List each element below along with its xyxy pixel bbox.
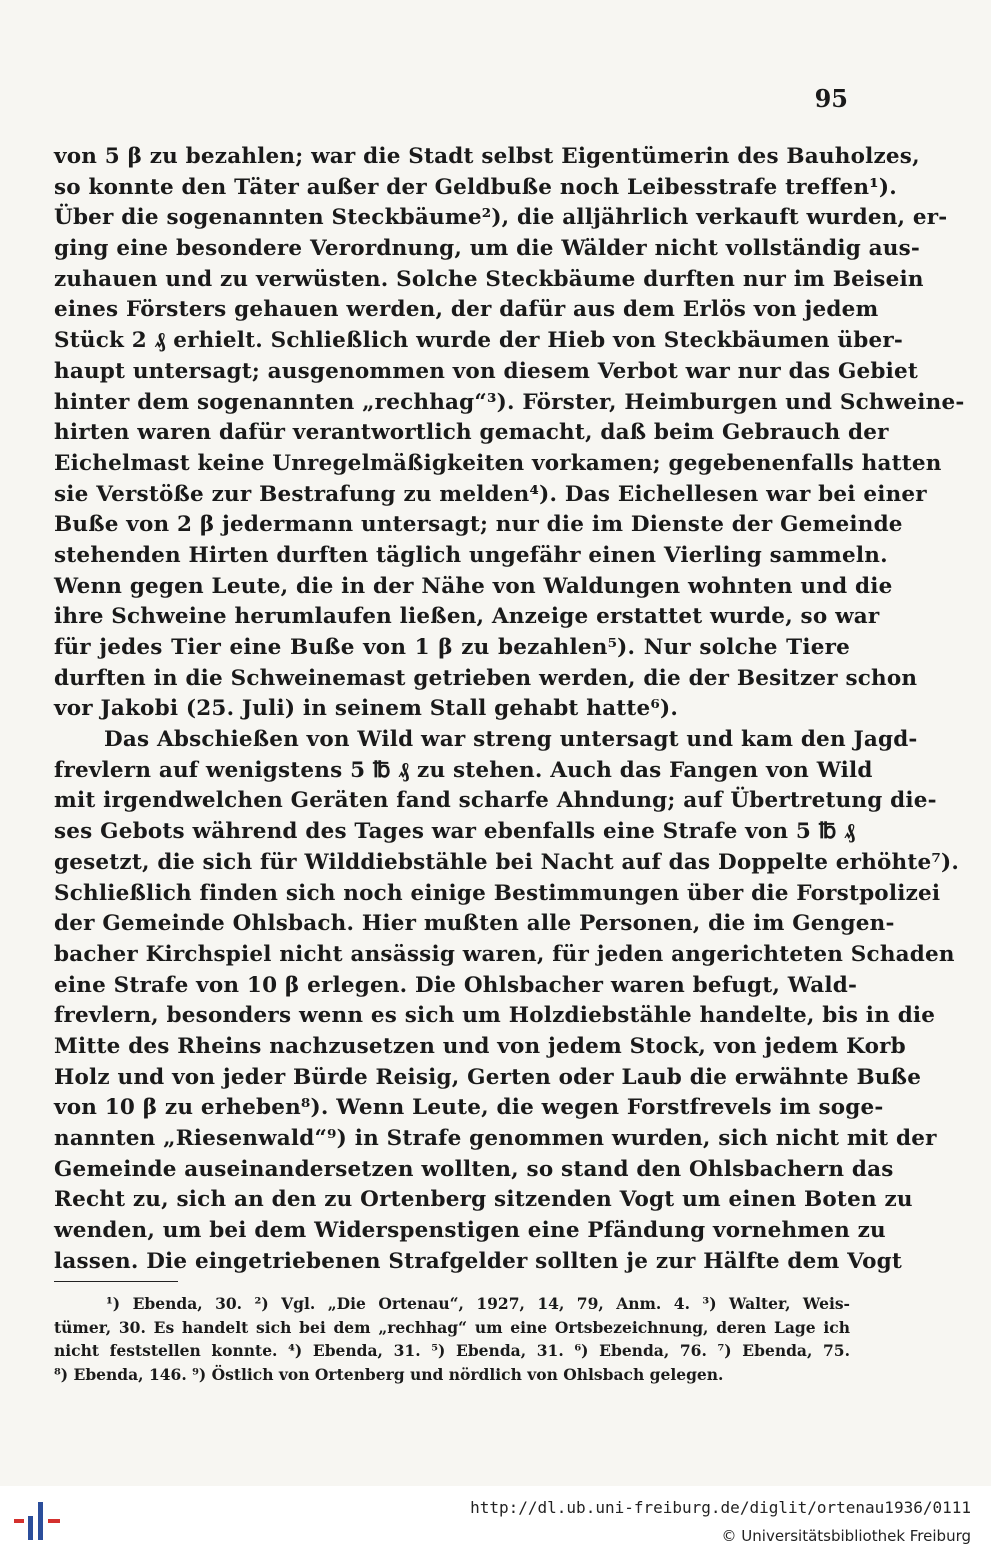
text-line: durften in die Schweinemast getrieben werden, die der Besitzer schon xyxy=(54,665,918,691)
footnote-divider xyxy=(54,1281,178,1282)
footnote-line: ¹) Ebenda, 30. ²) Vgl. „Die Ortenau“, 1927, 14, 79, Anm. 4. ³) Walter, Weis- xyxy=(106,1294,850,1313)
text-line: von 5 β zu bezahlen; war die Stadt selbst Eigentümerin des Bauholzes, xyxy=(54,144,920,169)
ub-freiburg-logo-icon xyxy=(14,1498,62,1544)
permalink-url[interactable]: http://dl.ub.uni-freiburg.de/diglit/ortenau1936/0111 xyxy=(470,1498,971,1517)
logo-red-right xyxy=(48,1519,60,1523)
text-line: Holz und von jeder Bürde Reisig, Gerten oder Laub die erwähnte Buße xyxy=(54,1064,922,1090)
text-line: Über die sogenannten Steckbäume²), die alljährlich verkauft wurden, er- xyxy=(54,205,948,231)
text-line: so konnte den Täter außer der Geldbuße noch Leibesstrafe treffen¹). xyxy=(54,174,897,200)
text-line: hinter dem sogenannten „rechhag“³). Förster, Heimburgen und Schweine- xyxy=(54,389,965,415)
text-line: Buße von 2 β jedermann untersagt; nur die im Dienste der Gemeinde xyxy=(54,512,903,538)
text-line: frevlern auf wenigstens 5 ℔ ₰ zu stehen. Auch das Fangen von Wild xyxy=(54,757,873,783)
copyright-notice: © Universitätsbibliothek Freiburg xyxy=(721,1527,971,1545)
text-line: Wenn gegen Leute, die in der Nähe von Waldungen wohnten und die xyxy=(54,573,893,599)
text-line: eines Försters gehauen werden, der dafür aus dem Erlös von jedem xyxy=(54,297,879,323)
viewer-footer xyxy=(0,1486,991,1555)
text-line: ses Gebots während des Tages war ebenfalls eine Strafe von 5 ℔ ₰ xyxy=(54,819,856,845)
text-line: hirten waren dafür verantwortlich gemacht, daß beim Gebrauch der xyxy=(54,420,889,446)
text-line: mit irgendwelchen Geräten fand scharfe Ahndung; auf Übertretung die- xyxy=(54,788,937,814)
text-line: wenden, um bei dem Widerspenstigen eine Pfändung vornehmen zu xyxy=(54,1218,886,1244)
text-line: lassen. Die eingetriebenen Strafgelder sollten je zur Hälfte dem Vogt xyxy=(54,1248,902,1274)
body-text xyxy=(54,142,965,1277)
text-line: der Gemeinde Ohlsbach. Hier mußten alle Personen, die im Gengen- xyxy=(54,911,895,937)
text-line: Mitte des Rheins nachzusetzen und von jedem Stock, von jedem Korb xyxy=(54,1033,906,1059)
footnotes xyxy=(54,1292,850,1386)
text-line: stehenden Hirten durften täglich ungefähr einen Vierling sammeln. xyxy=(54,542,888,568)
footnote-line: ⁸) Ebenda, 146. ⁹) Östlich von Ortenberg und nördlich von Ohlsbach gelegen. xyxy=(54,1364,724,1384)
text-line: Schließlich finden sich noch einige Bestimmungen über die Forstpolizei xyxy=(54,880,941,906)
text-line: ging eine besondere Verordnung, um die Wälder nicht vollständig aus- xyxy=(54,236,921,262)
text-line: bacher Kirchspiel nicht ansässig waren, für jeden angerichteten Schaden xyxy=(54,941,955,967)
text-line: sie Verstöße zur Bestrafung zu melden⁴). Das Eichellesen war bei einer xyxy=(54,481,927,507)
text-line: von 10 β zu erheben⁸). Wenn Leute, die wegen Forstfrevels im soge- xyxy=(54,1095,884,1121)
footnote-line: tümer, 30. Es handelt sich bei dem „rechhag“ um eine Ortsbezeichnung, deren Lage ich xyxy=(54,1317,850,1337)
page-number: 95 xyxy=(814,84,848,113)
logo-blue-bar-short xyxy=(28,1516,33,1540)
text-line: Gemeinde auseinandersetzen wollten, so stand den Ohlsbachern das xyxy=(54,1156,894,1182)
text-line: eine Strafe von 10 β erlegen. Die Ohlsbacher waren befugt, Wald- xyxy=(54,972,858,998)
text-line: Recht zu, sich an den zu Ortenberg sitzenden Vogt um einen Boten zu xyxy=(54,1187,913,1213)
text-line: zuhauen und zu verwüsten. Solche Steckbäume durften nur im Beisein xyxy=(54,266,924,292)
text-line: Eichelmast keine Unregelmäßigkeiten vorkamen; gegebenenfalls hatten xyxy=(54,450,942,476)
text-line: frevlern, besonders wenn es sich um Holzdiebstähle handelte, bis in die xyxy=(54,1003,936,1029)
text-line: ihre Schweine herumlaufen ließen, Anzeige erstattet wurde, so war xyxy=(54,604,880,630)
footnote-line: nicht feststellen konnte. ⁴) Ebenda, 31. ⁵) Ebenda, 31. ⁶) Ebenda, 76. ⁷) Ebenda, 75. xyxy=(54,1341,850,1360)
logo-red-left xyxy=(14,1519,24,1523)
text-line: Das Abschießen von Wild war streng untersagt und kam den Jagd- xyxy=(104,727,918,753)
text-line: vor Jakobi (25. Juli) in seinem Stall gehabt hatte⁶). xyxy=(54,696,679,722)
text-line: haupt untersagt; ausgenommen von diesem Verbot war nur das Gebiet xyxy=(54,358,918,384)
text-line: gesetzt, die sich für Wilddiebstähle bei Nacht auf das Doppelte erhöhte⁷). xyxy=(54,849,960,875)
text-line: für jedes Tier eine Buße von 1 β zu bezahlen⁵). Nur solche Tiere xyxy=(54,635,850,660)
text-line: nannten „Riesenwald“⁹) in Strafe genommen wurden, sich nicht mit der xyxy=(54,1126,937,1151)
logo-blue-bar-tall xyxy=(38,1502,43,1540)
text-line: Stück 2 ₰ erhielt. Schließlich wurde der Hieb von Steckbäumen über- xyxy=(54,328,904,354)
